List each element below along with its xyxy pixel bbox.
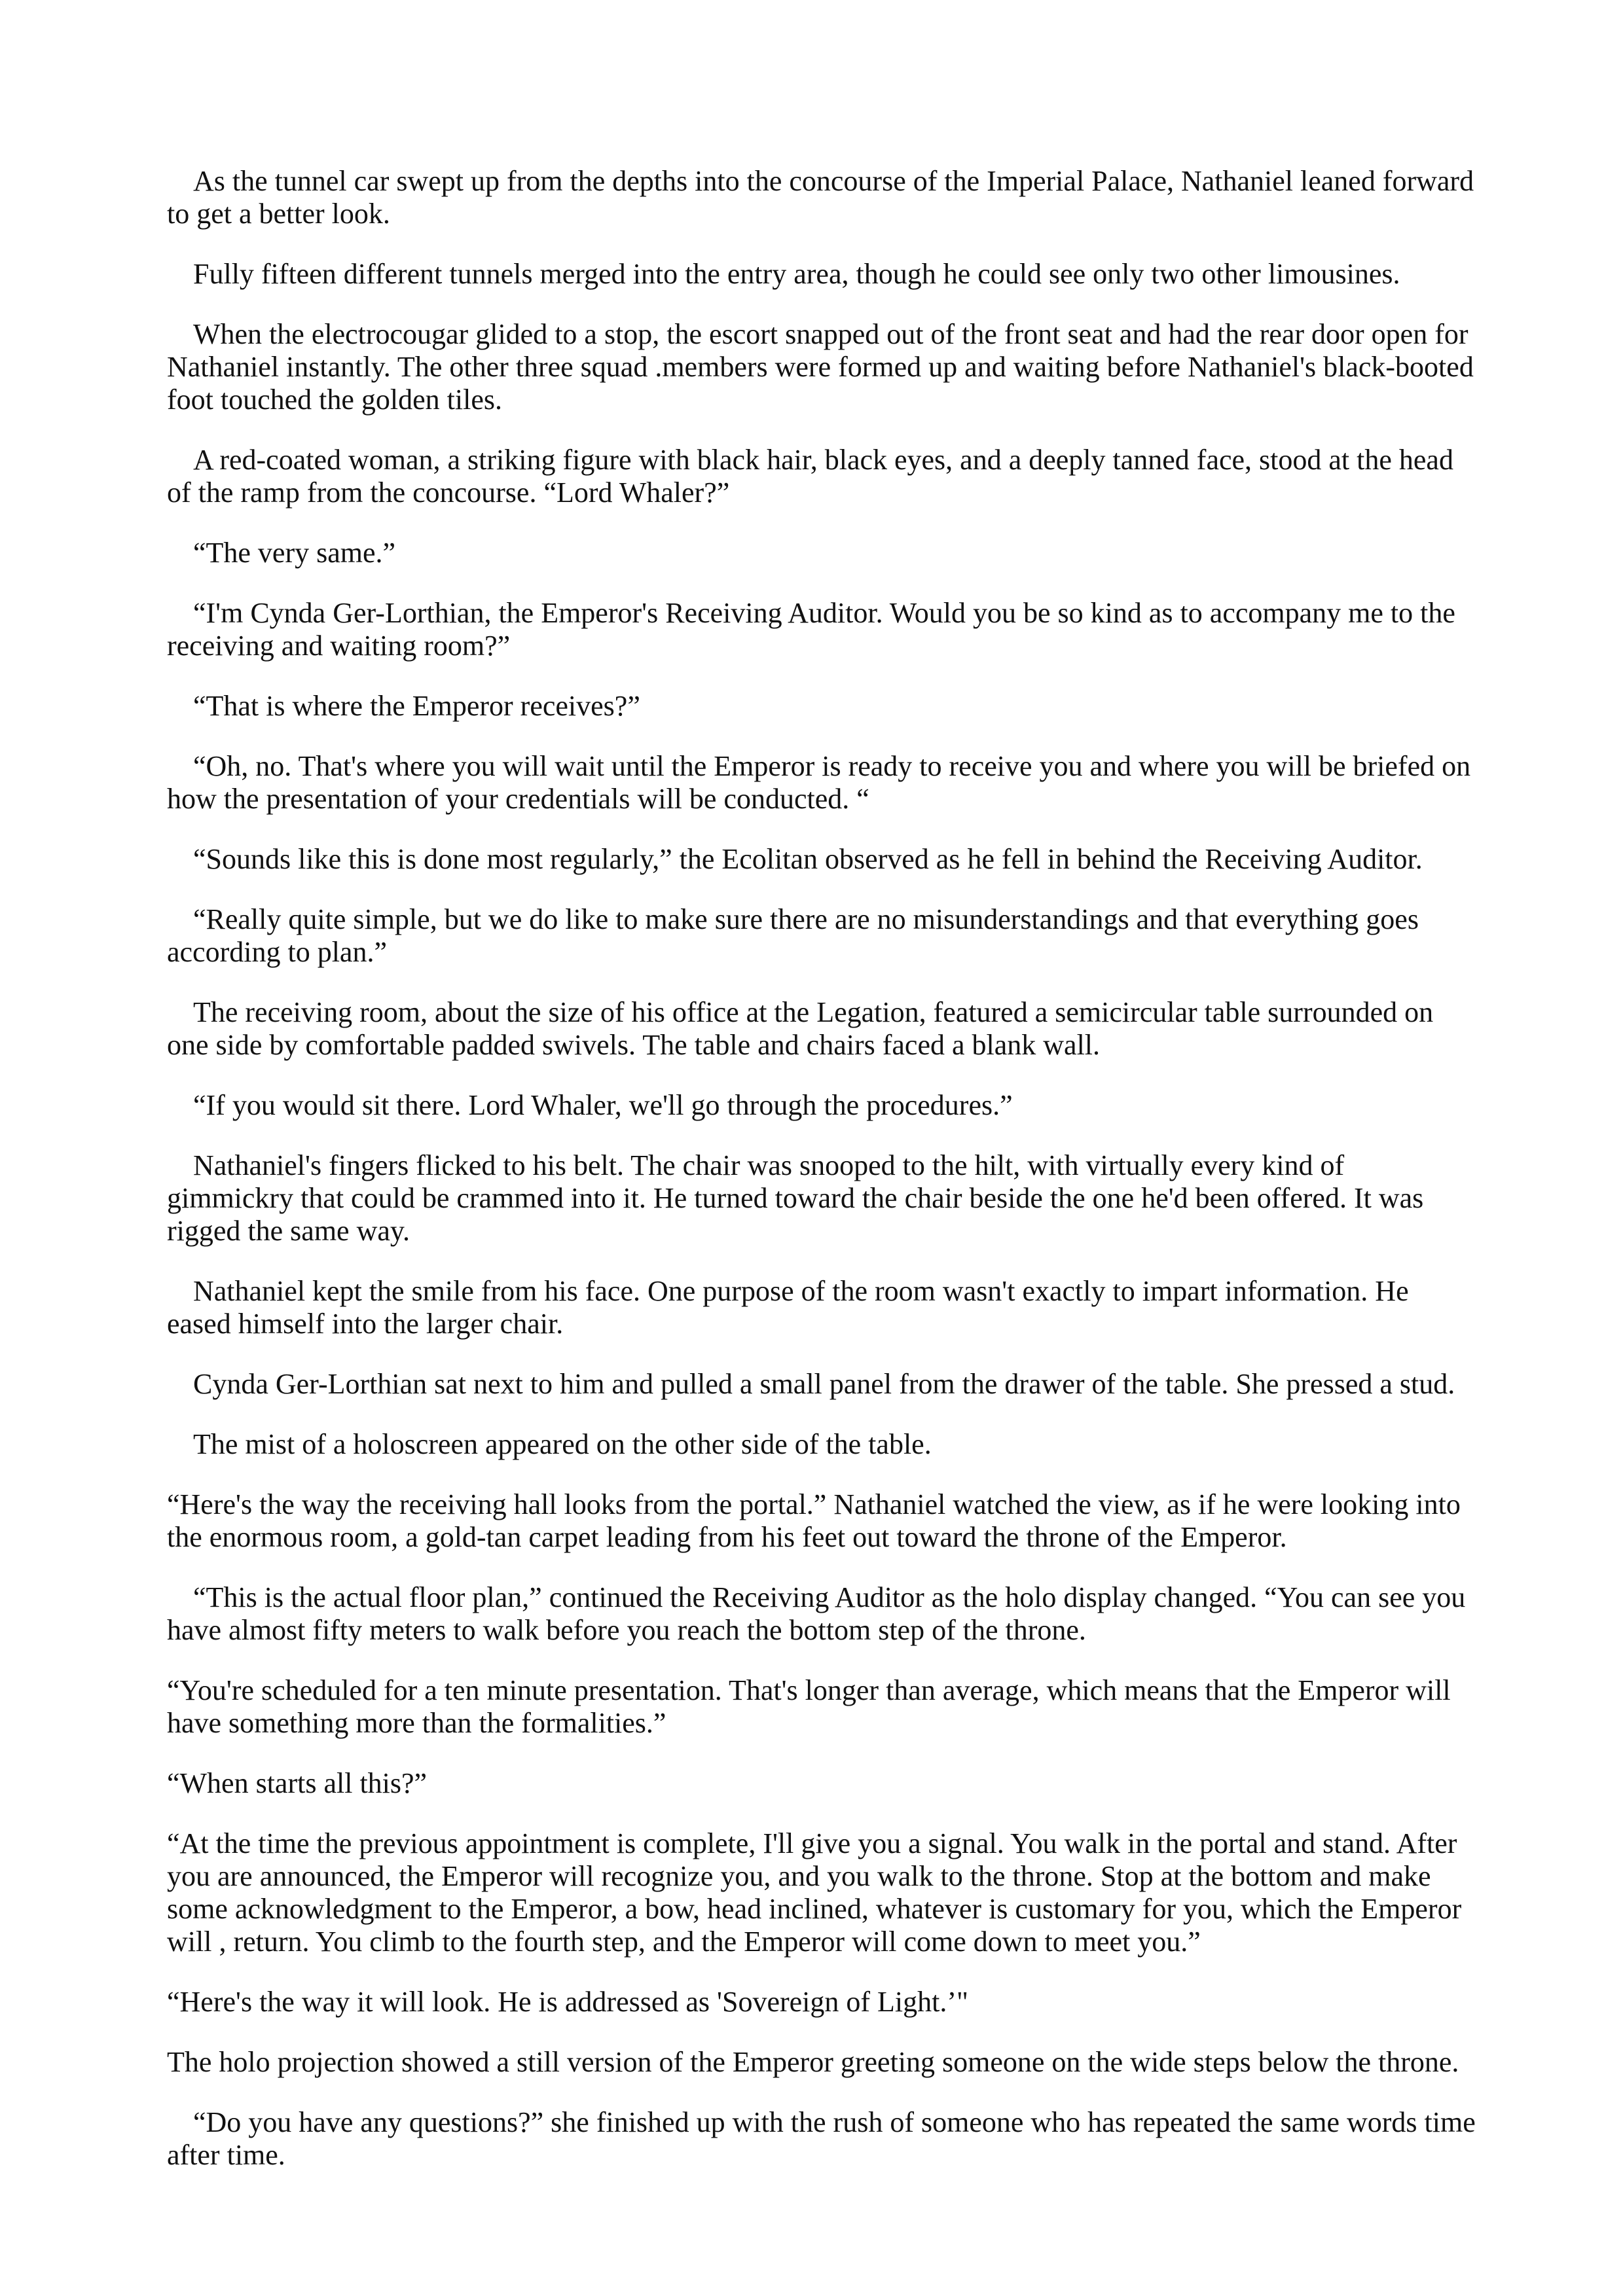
paragraph: “Here's the way it will look. He is addressed as 'Sovereign of Light.’": [167, 1986, 968, 2018]
paragraph: As the tunnel car swept up from the depths into the concourse of the Imperial Palace, Nathaniel leaned forward to get a better look.: [167, 165, 1474, 230]
paragraph: The receiving room, about the size of his office at the Legation, featured a semicircular table surrounded on one side by comfortable padded swivels. The table and chairs faced a blank wall.: [167, 996, 1434, 1061]
paragraph: “I'm Cynda Ger-Lorthian, the Emperor's Receiving Auditor. Would you be so kind as to accompany me to the receiving and waiting room?”: [167, 597, 1455, 662]
paragraph: “Do you have any questions?” she finished up with the rush of someone who has repeated the same words time after time.: [167, 2106, 1476, 2171]
paragraph: “If you would sit there. Lord Whaler, we'll go through the procedures.”: [193, 1089, 1013, 1121]
paragraph: “Oh, no. That's where you will wait until the Emperor is ready to receive you and where you will be briefed on how the presentation of your credentials will be conducted. “: [167, 750, 1471, 815]
paragraph: The holo projection showed a still version of the Emperor greeting someone on the wide steps below the throne.: [167, 2046, 1459, 2078]
paragraph: Nathaniel kept the smile from his face. One purpose of the room wasn't exactly to impart information. He eased himself into the larger chair.: [167, 1275, 1409, 1340]
paragraph: “The very same.”: [193, 537, 396, 569]
paragraph: “Really quite simple, but we do like to make sure there are no misunderstandings and that everything goes according to plan.”: [167, 903, 1419, 968]
paragraph: “When starts all this?”: [167, 1767, 428, 1799]
paragraph: The mist of a holoscreen appeared on the other side of the table.: [193, 1428, 932, 1460]
paragraph: Nathaniel's fingers flicked to his belt. The chair was snooped to the hilt, with virtually every kind of gimmickry that could be crammed into it. He turned toward the chair beside the one he'd been offered. It was rigged the same way.: [167, 1149, 1424, 1247]
paragraph: “At the time the previous appointment is complete, I'll give you a signal. You walk in the portal and stand. After you are announced, the Emperor will recognize you, and you walk to the throne. Stop at the bottom and make some acknowledgment to the Emperor, a bow, head inclined, whatever is customary for you, which the Emperor will , return. You climb to the fourth step, and the Emperor will come down to meet you.”: [167, 1827, 1462, 1958]
paragraph: Cynda Ger-Lorthian sat next to him and pulled a small panel from the drawer of the table. She pressed a stud.: [193, 1368, 1455, 1400]
paragraph: When the electrocougar glided to a stop, the escort snapped out of the front seat and had the rear door open for Nathaniel instantly. The other three squad .members were formed up and waiting before Nathaniel's black-booted foot touched the golden tiles.: [167, 318, 1474, 416]
paragraph: A red-coated woman, a striking figure with black hair, black eyes, and a deeply tanned face, stood at the head of the ramp from the concourse. “Lord Whaler?”: [167, 444, 1453, 509]
paragraph: Fully fifteen different tunnels merged into the entry area, though he could see only two other limousines.: [193, 258, 1400, 290]
paragraph: “Sounds like this is done most regularly,” the Ecolitan observed as he fell in behind the Receiving Auditor.: [193, 843, 1423, 875]
paragraph: “This is the actual floor plan,” continued the Receiving Auditor as the holo display changed. “You can see you have almost fifty meters to walk before you reach the bottom step of the throne.: [167, 1581, 1466, 1646]
paragraph: “Here's the way the receiving hall looks from the portal.” Nathaniel watched the view, as if he were looking into the enormous room, a gold-tan carpet leading from his feet out toward the throne of the Emperor.: [167, 1488, 1461, 1553]
paragraph: “You're scheduled for a ten minute presentation. That's longer than average, which means that the Emperor will have something more than the formalities.”: [167, 1674, 1451, 1739]
document-page: [167, 165, 1476, 2199]
paragraph: “That is where the Emperor receives?”: [193, 690, 640, 722]
